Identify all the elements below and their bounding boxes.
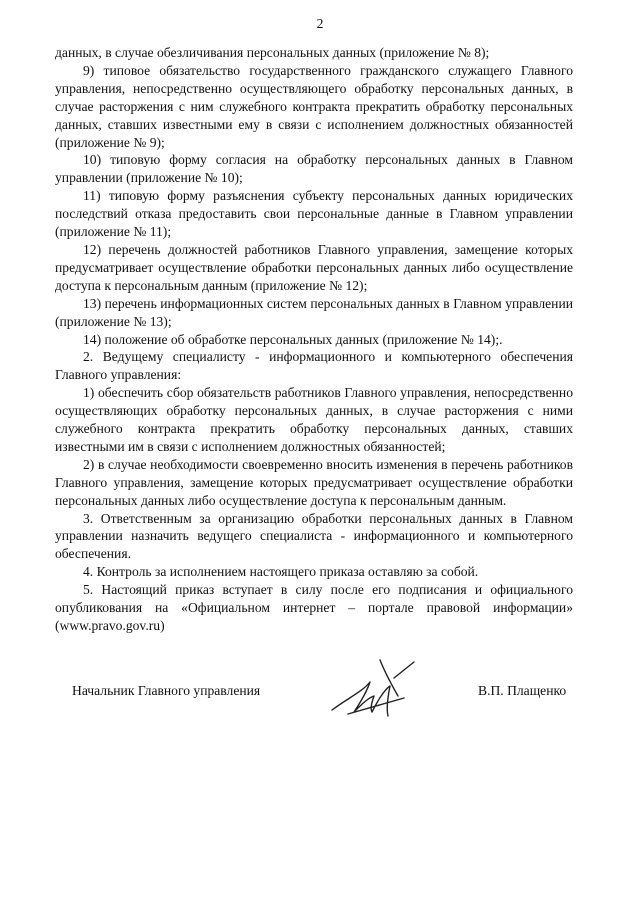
- paragraph: 9) типовое обязательство государственного гражданского служащего Главного управления, непосредственно осуществляющего обработку персональных данных, в случае расторжения с ним служебного контракта прекратить обработку персональных данных, ставших известными ему в связи с исполнением должностных обязанностей (приложение № 9);: [55, 62, 573, 150]
- paragraph: 10) типовую форму согласия на обработку персональных данных в Главном управлении (приложение № 10);: [55, 152, 573, 186]
- paragraph: 11) типовую форму разъяснения субъекту персональных данных юридических последствий отказа предоставить свои персональные данные в Главном управлении (приложение № 11);: [55, 188, 573, 240]
- signature-block: [0, 682, 640, 742]
- paragraph: 12) перечень должностей работников Главного управления, замещение которых предусматривает осуществление обработки персональных данных либо осуществление доступа к персональным данным (приложение № 12);: [55, 241, 573, 293]
- paragraph: 5. Настоящий приказ вступает в силу после его подписания и официального опубликования на «Официальном интернет – портале правовой информации» (www.pravo.gov.ru): [55, 582, 573, 633]
- paragraph: 2) в случае необходимости своевременно вносить изменения в перечень работников Главного управления, замещение которых предусматривает осуществление обработки персональных данных либо осуществление доступа к персональным данным.: [55, 456, 573, 508]
- paragraph: 13) перечень информационных систем персональных данных в Главном управлении (приложение № 13);: [55, 295, 573, 329]
- paragraph: 4. Контроль за исполнением настоящего приказа оставляю за собой.: [83, 564, 479, 580]
- signatory-position: Начальник Главного управления: [72, 683, 261, 698]
- paragraph: данных, в случае обезличивания персональных данных (приложение № 8);: [55, 45, 490, 60]
- document-body: [55, 44, 573, 635]
- page-number: 2: [316, 16, 324, 31]
- signatory-name: В.П. Плащенко: [478, 683, 567, 698]
- paragraph: 2. Ведущему специалисту - информационного и компьютерного обеспечения Главного управления:: [55, 349, 573, 383]
- paragraph: 3. Ответственным за организацию обработки персональных данных в Главном управлении назначить ведущего специалиста - информационного и компьютерного обеспечения.: [55, 510, 573, 562]
- handwritten-signature: [318, 652, 428, 727]
- paragraph: 14) положение об обработке персональных данных (приложение № 14);.: [83, 331, 503, 347]
- paragraph: 1) обеспечить сбор обязательств работников Главного управления, непосредственно осуществляющих обработку персональных данных, в случае расторжения с ними служебного контракта прекратить обработку персональных данных, ставших известными им в связи с исполнением должностных обязанностей;: [55, 385, 573, 454]
